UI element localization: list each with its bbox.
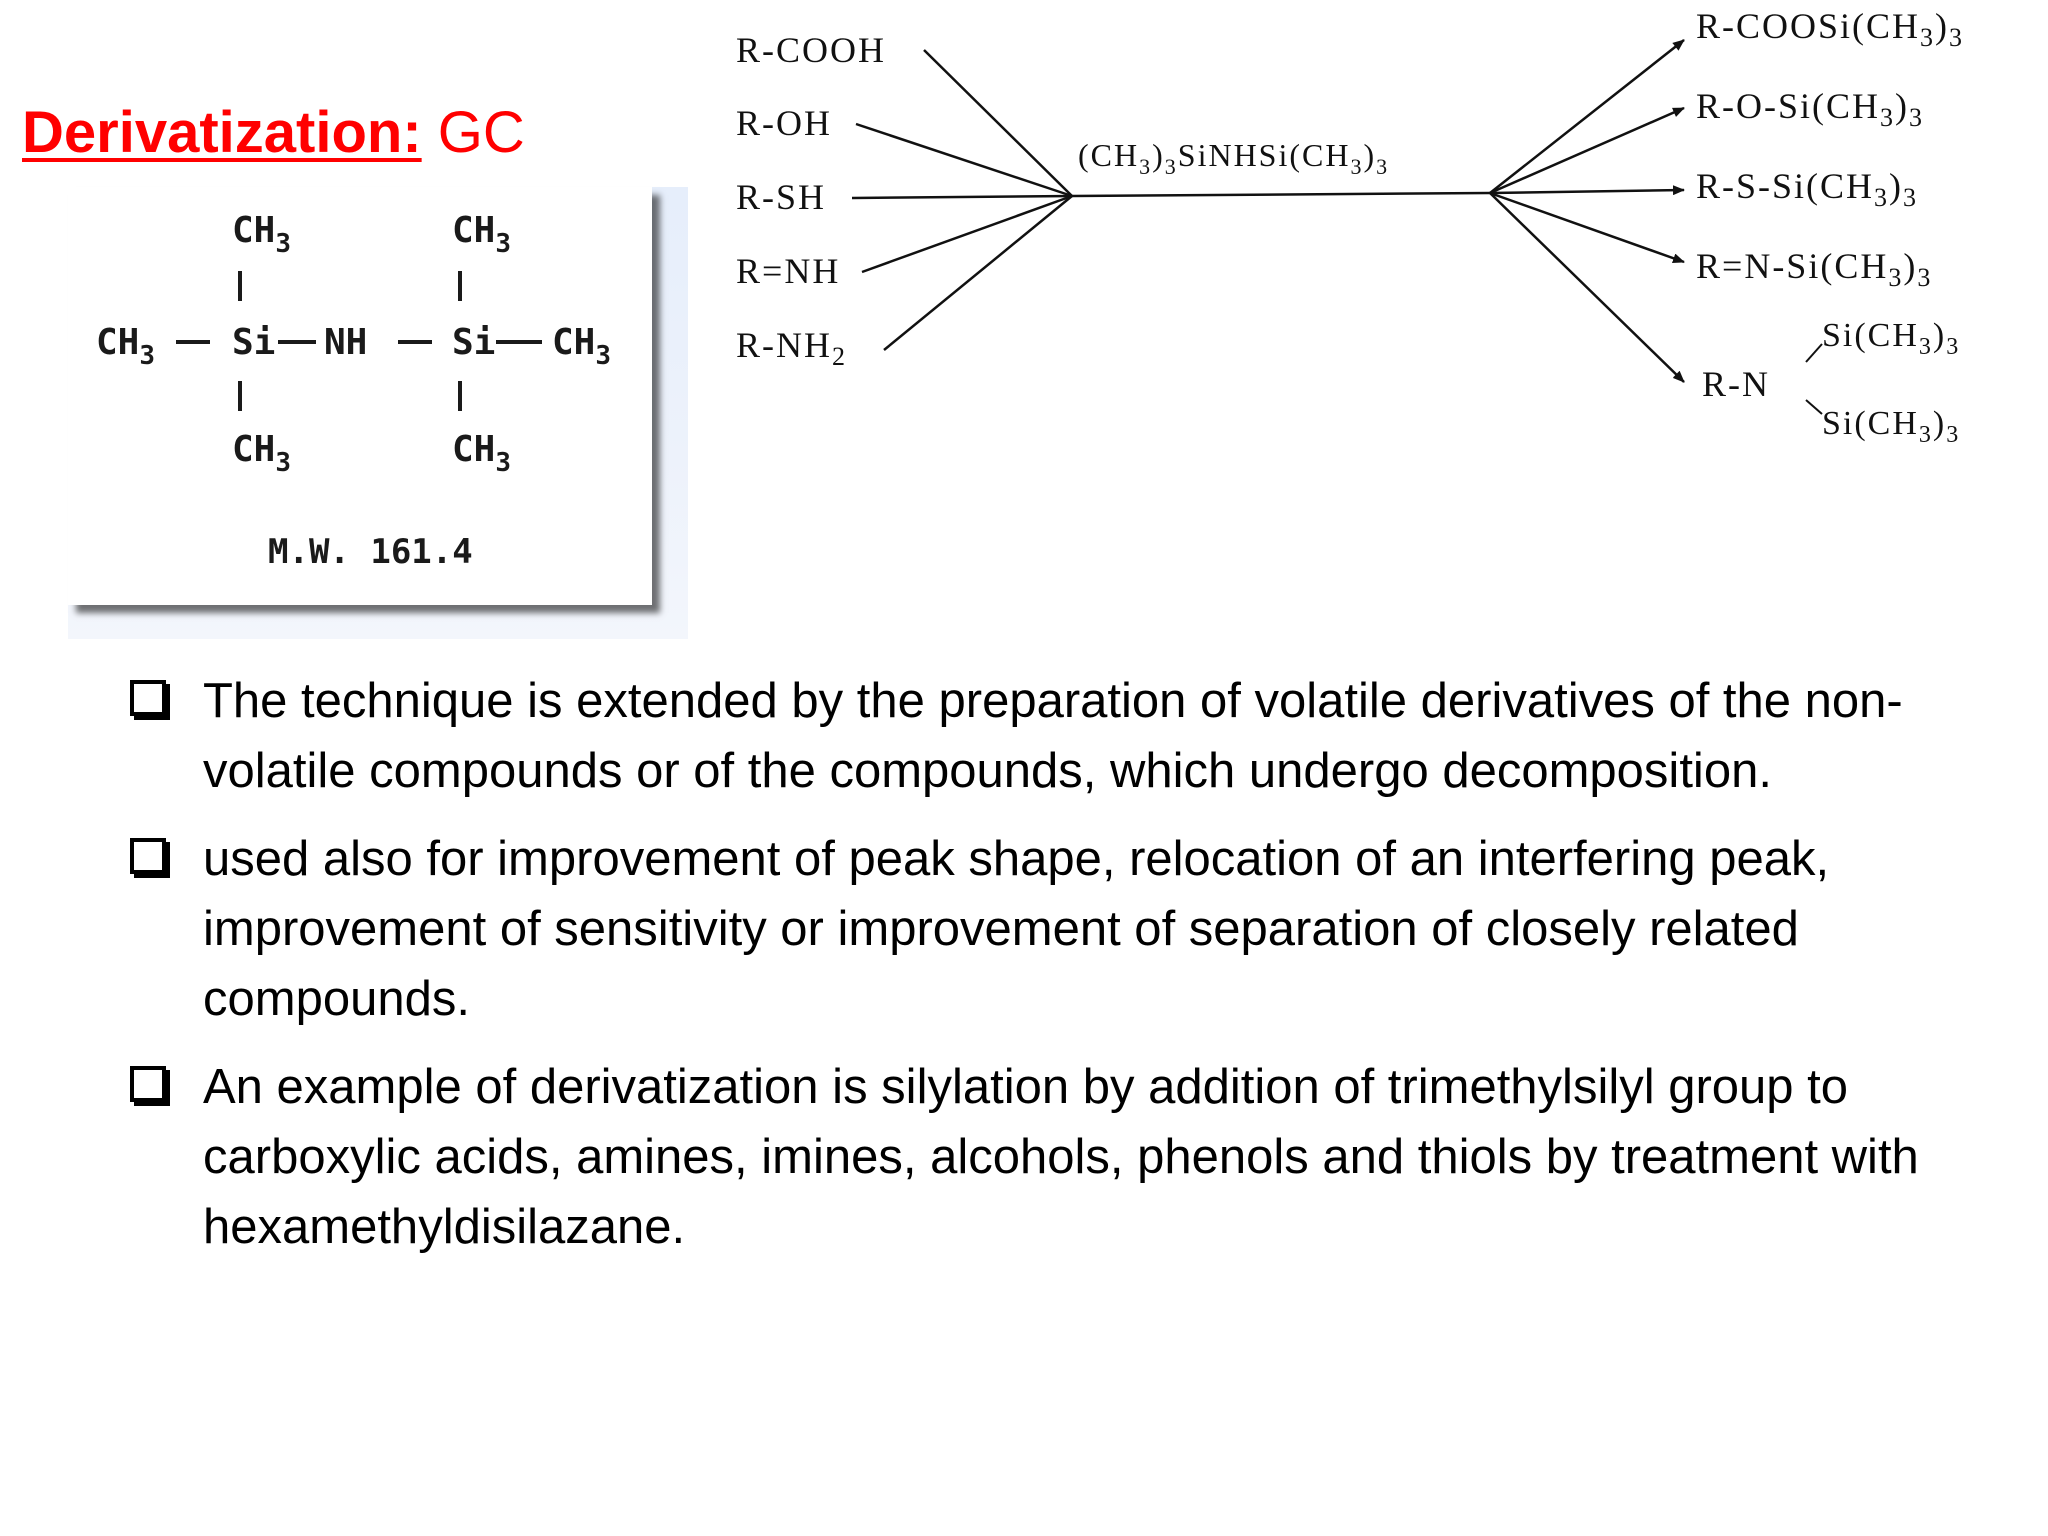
ch3-right: $CH_3$	[552, 322, 612, 371]
molecular-weight: M.W. 161.4	[268, 532, 473, 572]
title-topic: GC	[437, 100, 525, 165]
reagent-hmds: $(CH_3)_3SiNHSi(CH_3)_3$	[1078, 137, 1390, 179]
hmds-structure-diagram	[68, 187, 652, 605]
line-nh2	[884, 196, 1072, 350]
si-left: Si	[232, 322, 276, 363]
product-nh: $R=N-Si(CH_3)_3$	[1696, 246, 1933, 292]
arrow-cooh	[1490, 40, 1684, 193]
ch3-bottom-left: $CH_3$	[232, 429, 292, 478]
product-rn-label: R-N	[1702, 364, 1770, 404]
ch3-top-right: $CH_3$	[452, 210, 512, 259]
reactant-sh: R-SH	[736, 177, 827, 217]
bond-rn-top	[1806, 344, 1822, 362]
checkbox-bullet-icon	[130, 680, 166, 716]
ch3-left: $CH_3$	[96, 322, 156, 371]
product-rn-si-bottom: $Si(CH_3)_3$	[1822, 405, 1961, 448]
reactant-oh: R-OH	[736, 103, 832, 143]
bullet-text: The technique is extended by the preparation of volatile derivatives of the non-volatile compounds or of the compounds, which undergo decomposition.	[203, 674, 1903, 798]
hmds-structure-card	[68, 187, 652, 605]
bullet-item	[128, 1052, 1958, 1262]
ch3-bottom-right: $CH_3$	[452, 429, 512, 478]
slide-title	[22, 98, 525, 168]
checkbox-bullet-icon	[130, 1066, 166, 1102]
bullet-list	[128, 666, 1958, 1280]
arrow-sh	[1490, 190, 1684, 193]
ch3-top-left: $CH_3$	[232, 210, 292, 259]
arrow-nh2	[1490, 193, 1684, 382]
product-cooh: $R-COOSi(CH_3)_3$	[1696, 6, 1965, 52]
arrow-oh	[1490, 108, 1684, 193]
arrow-nh	[1490, 193, 1684, 262]
si-right: Si	[452, 322, 496, 363]
line-oh	[856, 124, 1072, 196]
product-oh: $R-O-Si(CH_3)_3$	[1696, 86, 1925, 132]
line-nh	[862, 196, 1072, 272]
bond-rn-bottom	[1806, 400, 1822, 414]
reactant-nh: R=NH	[736, 251, 841, 291]
product-sh: $R-S-Si(CH_3)_3$	[1696, 166, 1919, 212]
bullet-text: used also for improvement of peak shape, relocation of an interfering peak, improvement of sensitivity or improvement of separation of closely related compounds.	[203, 832, 1830, 1026]
product-rn-si-top: $Si(CH_3)_3$	[1822, 317, 1961, 360]
reagent-line	[1072, 193, 1490, 196]
reactant-nh2: $R-NH_2$	[736, 325, 847, 371]
line-cooh	[924, 50, 1072, 196]
structure-panel	[68, 187, 688, 639]
nh-center: NH	[324, 322, 368, 363]
bullet-item	[128, 824, 1958, 1034]
checkbox-bullet-icon	[130, 838, 166, 874]
line-sh	[852, 196, 1072, 198]
bullet-item	[128, 666, 1958, 806]
title-label: Derivatization:	[22, 100, 422, 165]
silylation-reaction-scheme	[700, 0, 2048, 460]
bullet-text: An example of derivatization is silylation by addition of trimethylsilyl group to carboxylic acids, amines, imines, alcohols, phenols and thiols by treatment with hexamethyldisilazane.	[203, 1060, 1919, 1254]
reactant-cooh: R-COOH	[736, 30, 887, 70]
